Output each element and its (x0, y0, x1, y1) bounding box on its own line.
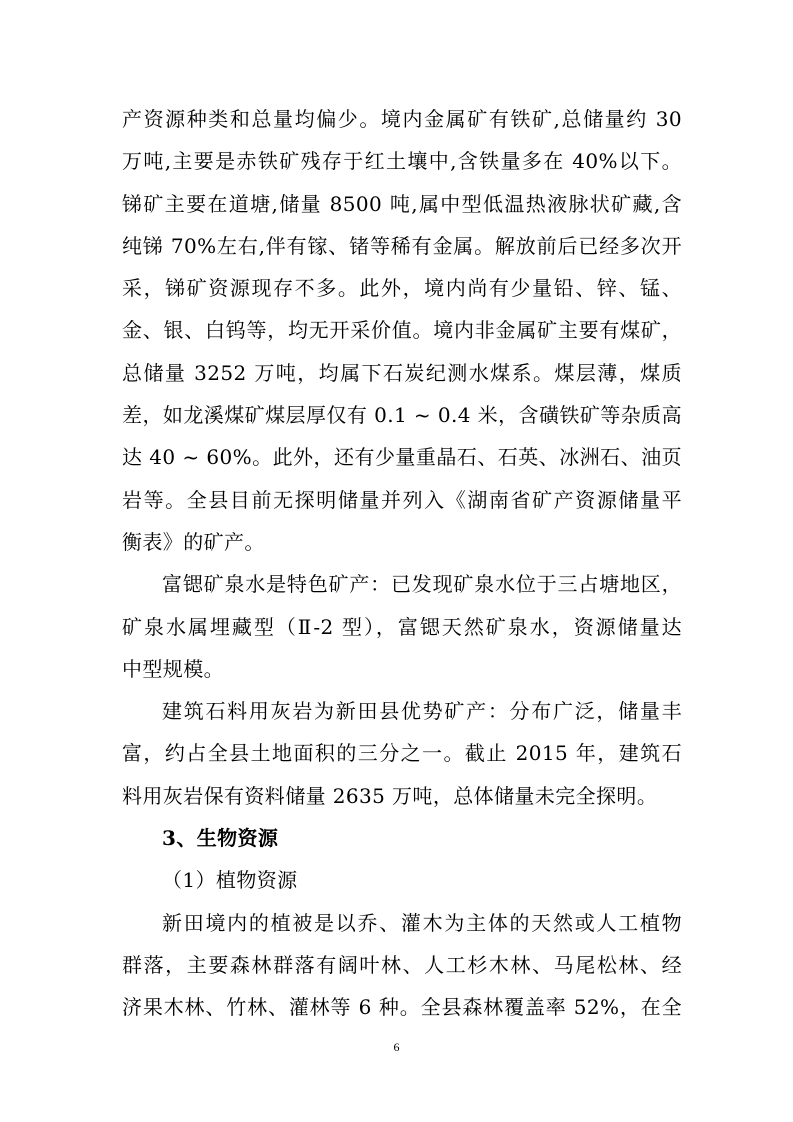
text-line: 差，如龙溪煤矿煤层厚仅有 0.1 ~ 0.4 米，含磺铁矿等杂质高 (122, 403, 682, 428)
section-heading: 3、生物资源 (162, 826, 279, 851)
paragraph-first-line: 新田境内的植被是以乔、灌木为主体的天然或人工植物 (162, 910, 682, 935)
text-line: 料用灰岩保有资料储量 2635 万吨，总体储量未完全探明。 (122, 783, 658, 808)
text-line: 采，锑矿资源现存不多。此外，境内尚有少量铅、锌、锰、 (122, 276, 682, 301)
text-line: 岩等。全县目前无探明储量并列入《湖南省矿产资源储量平 (122, 487, 682, 512)
subsection-heading: （1）植物资源 (162, 868, 298, 893)
text-line: 群落，主要森林群落有阔叶林、人工杉木林、马尾松林、经 (122, 952, 682, 977)
text-line: 达 40 ~ 60%。此外，还有少量重晶石、石英、冰洲石、油页 (122, 445, 682, 470)
document-body (122, 98, 682, 1029)
text-line: 产资源种类和总量均偏少。境内金属矿有铁矿,总储量约 30 (122, 107, 682, 131)
text-line: 矿泉水属埋藏型（Ⅱ-2 型），富锶天然矿泉水，资源储量达 (122, 614, 682, 639)
text-line: 金、银、白钨等，均无开采价值。境内非金属矿主要有煤矿， (122, 318, 682, 343)
page-number: 6 (393, 1040, 400, 1054)
text-line: 衡表》的矿产。 (122, 529, 265, 554)
text-line: 纯锑 70%左右,伴有镓、锗等稀有金属。解放前后已经多次开 (122, 233, 682, 258)
text-line: 中型规模。 (122, 656, 224, 681)
paragraph-first-line: 富锶矿泉水是特色矿产：已发现矿泉水位于三占塘地区， (162, 572, 682, 597)
text-line: 总储量 3252 万吨，均属下石炭纪测水煤系。煤层薄，煤质 (122, 360, 682, 385)
paragraph-first-line: 建筑石料用灰岩为新田县优势矿产：分布广泛，储量丰 (162, 699, 682, 724)
text-line: 富，约占全县土地面积的三分之一。截止 2015 年，建筑石 (122, 741, 682, 766)
text-line: 济果木林、竹林、灌林等 6 种。全县森林覆盖率 52%，在全 (122, 995, 682, 1020)
text-line: 锑矿主要在道塘,储量 8500 吨,属中型低温热液脉状矿藏,含 (122, 191, 682, 216)
text-line: 万吨,主要是赤铁矿残存于红土壤中,含铁量多在 40%以下。 (122, 149, 682, 174)
